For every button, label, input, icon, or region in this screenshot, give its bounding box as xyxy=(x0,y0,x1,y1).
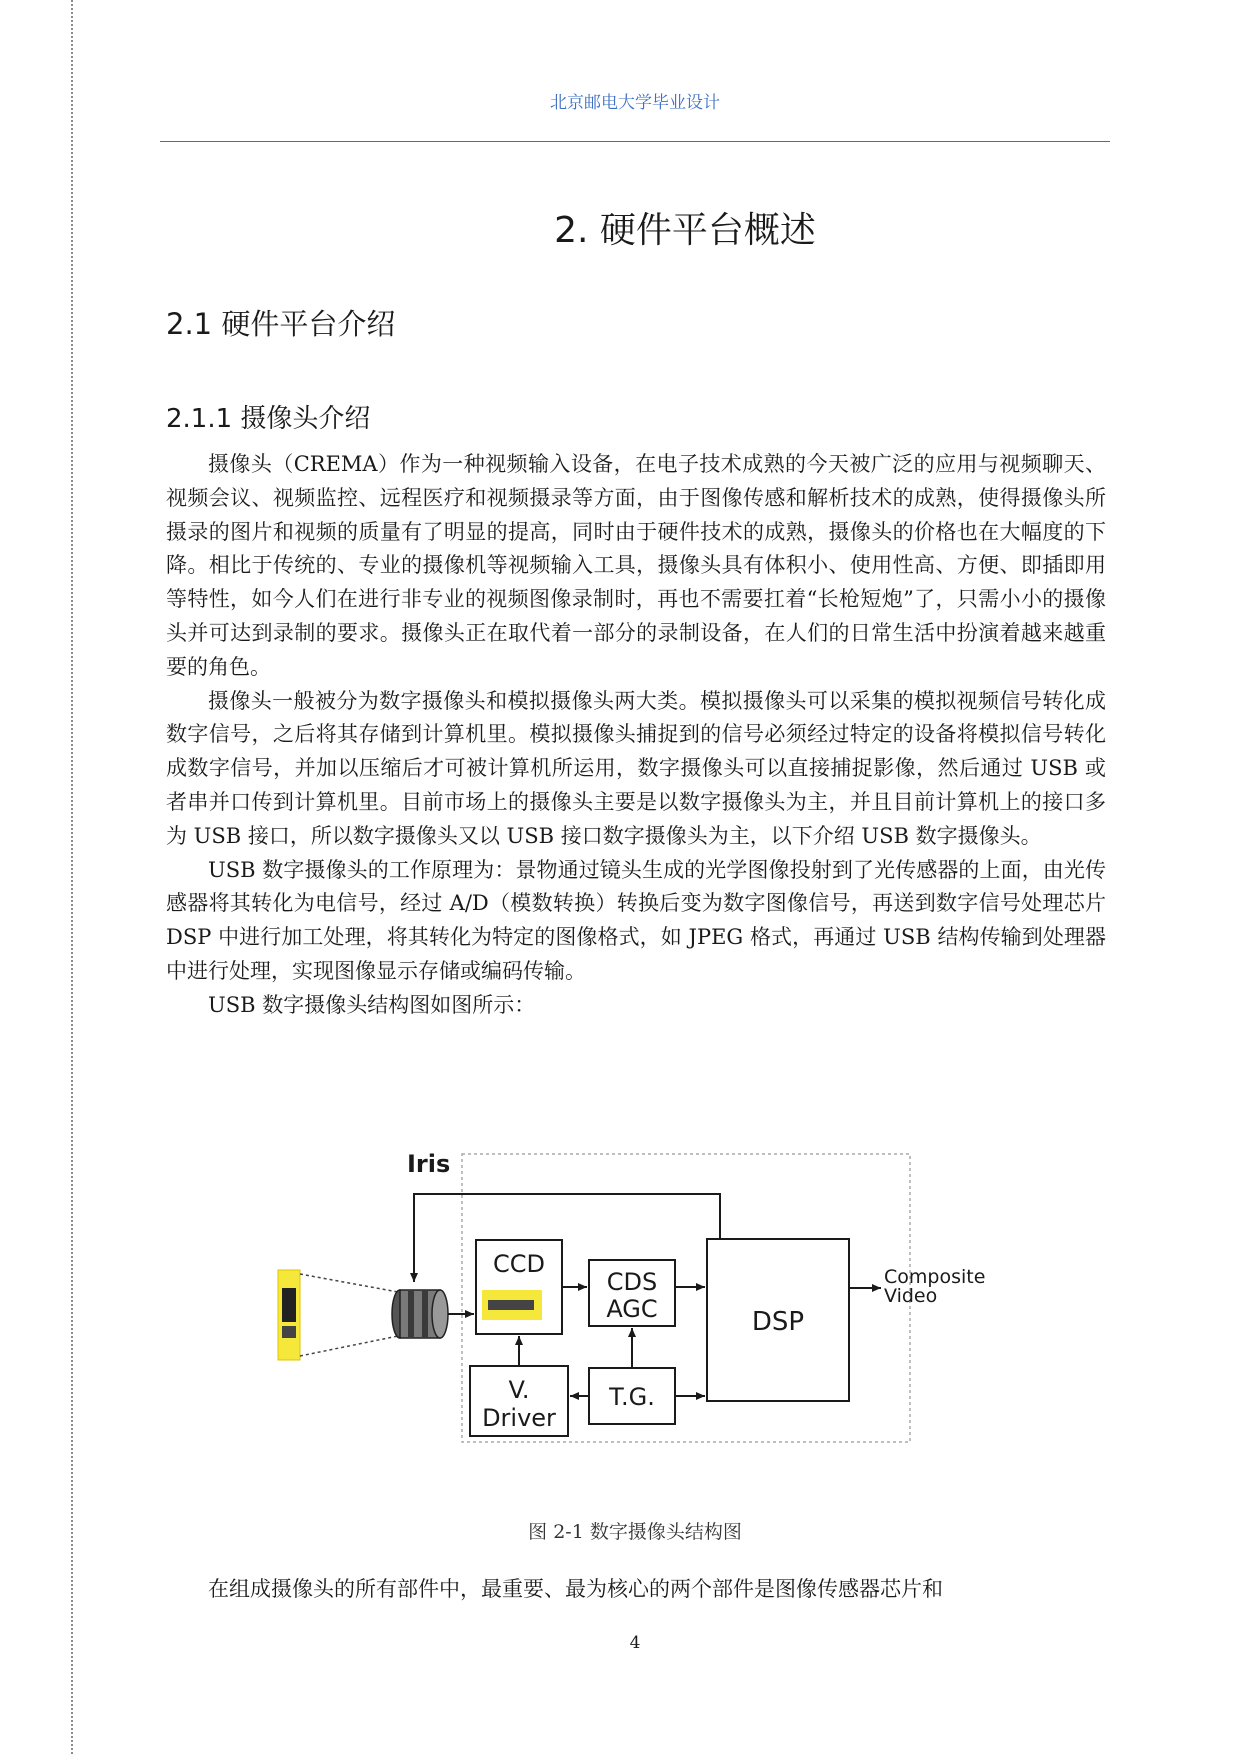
paragraph-5: 在组成摄像头的所有部件中，最重要、最为核心的两个部件是图像传感器芯片和 xyxy=(208,1577,943,1601)
agc-label: AGC xyxy=(606,1295,658,1323)
header-rule xyxy=(160,141,1110,142)
light-ray-bottom xyxy=(300,1336,398,1356)
camera-structure-figure xyxy=(270,1140,1030,1480)
figure-caption: 图 2-1 数字摄像头结构图 xyxy=(528,1521,742,1543)
dsp-label: DSP xyxy=(751,1307,805,1337)
cds-label: CDS xyxy=(606,1268,658,1296)
composite-label: Composite xyxy=(884,1266,986,1288)
video-label: Video xyxy=(884,1285,938,1307)
body-text xyxy=(166,448,1106,1023)
light-ray-top xyxy=(300,1274,398,1292)
lens-icon xyxy=(392,1290,448,1338)
body-text-continued xyxy=(166,1573,1106,1607)
paragraph-3: USB 数字摄像头的工作原理为：景物通过镜头生成的光学图像投射到了光传感器的上面，由光传感器将其转化为电信号，经过 A/D（模数转换）转换后变为数字图像信号，再送到数字信号处理芯片 DSP 中进行加工处理，将其转化为特定的图像格式，如 JPEG 格式，再通过 USB 结构传输到处理器中进行处理，实现图像显示存储或编码传输。 xyxy=(166,857,1106,983)
camera-block-diagram xyxy=(270,1140,1030,1480)
ccd-label: CCD xyxy=(493,1250,545,1278)
running-header: 北京邮电大学毕业设计 xyxy=(550,93,720,113)
chapter-title: 2. 硬件平台概述 xyxy=(554,210,816,251)
paragraph-4: USB 数字摄像头结构图如图所示： xyxy=(208,992,536,1017)
iris-label: Iris xyxy=(407,1150,451,1178)
v-driver-label-line1: V. xyxy=(508,1376,530,1404)
paragraph-2: 摄像头一般被分为数字摄像头和模拟摄像头两大类。模拟摄像头可以采集的模拟视频信号转化成数字信号，之后将其存储到计算机里。模拟摄像头捕捉到的信号必须经过特定的设备将模拟信号转化成数字信号，并加以压缩后才可被计算机所运用，数字摄像头可以直接捕捉影像，然后通过 USB 或者串并口传到计算机里。目前市场上的摄像头主要是以数字摄像头为主，并且目前计算机上的接口多为 USB 接口，所以数字摄像头又以 USB 接口数字摄像头为主，以下介绍 USB 数字摄像头。 xyxy=(166,688,1106,848)
v-driver-label-line2: Driver xyxy=(482,1404,556,1432)
section-title: 2.1 硬件平台介绍 xyxy=(166,307,396,341)
paragraph-1: 摄像头（CREMA）作为一种视频输入设备，在电子技术成熟的今天被广泛的应用与视频聊天、视频会议、视频监控、远程医疗和视频摄录等方面，由于图像传感和解析技术的成熟，使得摄像头所摄录的图片和视频的质量有了明显的提高，同时由于硬件技术的成熟，摄像头的价格也在大幅度的下降。相比于传统的、专业的摄像机等视频输入工具，摄像头具有体积小、使用性高、方便、即插即用等特性，如今人们在进行非专业的视频图像录制时，再也不需要扛着“长枪短炮”了，只需小小的摄像头并可达到录制的要求。摄像头正在取代着一部分的录制设备，在人们的日常生活中扮演着越来越重要的角色。 xyxy=(166,452,1106,679)
page-number: 4 xyxy=(629,1633,641,1653)
subject-image-icon xyxy=(278,1270,300,1360)
subsection-title: 2.1.1 摄像头介绍 xyxy=(166,404,371,434)
binding-dotted-line xyxy=(71,0,73,1754)
tg-label: T.G. xyxy=(609,1383,655,1411)
